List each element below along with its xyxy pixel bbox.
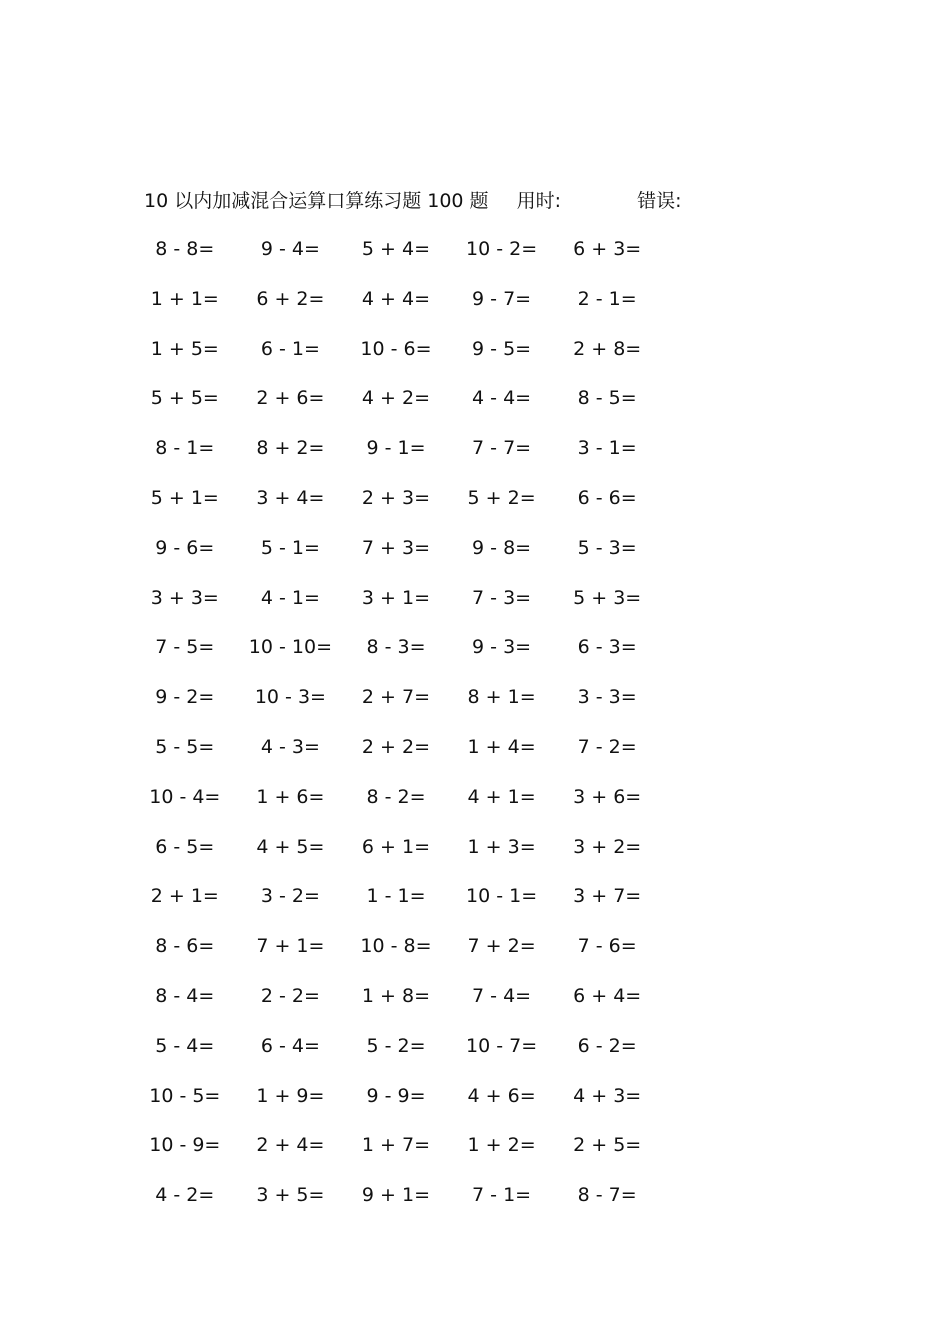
problem-item: 2 - 2= xyxy=(260,984,320,1007)
problem-item: 9 - 3= xyxy=(472,636,532,659)
problem-item: 10 - 1= xyxy=(466,885,538,908)
problem-item: 9 - 7= xyxy=(472,287,532,310)
problem-item: 1 - 1= xyxy=(366,885,426,908)
worksheet-title: 10 以内加减混合运算口算练习题 100 题 xyxy=(144,190,489,212)
problem-item: 5 + 2= xyxy=(467,486,536,509)
problem-item: 3 + 3= xyxy=(150,586,219,609)
problem-item: 6 + 4= xyxy=(573,984,642,1007)
problem-item: 3 - 2= xyxy=(260,885,320,908)
problem-item: 4 + 6= xyxy=(467,1084,536,1107)
problem-item: 5 + 4= xyxy=(361,238,431,260)
problem-item: 4 + 2= xyxy=(361,387,431,410)
error-count-label: 错误: xyxy=(637,190,682,212)
problem-row xyxy=(132,631,692,681)
problem-item: 4 + 4= xyxy=(361,287,431,310)
problem-item: 8 - 5= xyxy=(577,387,637,410)
problem-row xyxy=(132,532,692,582)
problem-item: 7 - 2= xyxy=(577,735,637,758)
problem-item: 5 - 1= xyxy=(260,536,320,559)
problem-item: 3 + 1= xyxy=(361,586,431,609)
problem-item: 8 - 7= xyxy=(577,1184,637,1207)
problem-item: 7 + 1= xyxy=(256,935,325,958)
problem-item: 9 - 9= xyxy=(366,1084,426,1107)
problem-row xyxy=(132,1179,692,1229)
problem-item: 1 + 2= xyxy=(467,1134,536,1157)
problem-row xyxy=(132,1080,692,1130)
problem-item: 5 - 5= xyxy=(155,735,215,758)
problem-item: 9 - 2= xyxy=(155,686,215,709)
problem-item: 3 - 1= xyxy=(577,437,637,460)
problem-item: 6 + 2= xyxy=(256,287,325,310)
problem-item: 5 + 5= xyxy=(150,387,219,410)
problem-item: 6 - 3= xyxy=(577,636,637,659)
problem-item: 7 - 5= xyxy=(155,636,215,659)
problem-item: 9 - 1= xyxy=(366,437,426,460)
problem-item: 7 - 4= xyxy=(472,984,532,1007)
problem-item: 10 - 3= xyxy=(254,686,326,709)
problem-row xyxy=(132,482,692,532)
problem-item: 3 - 3= xyxy=(577,686,637,709)
problem-item: 4 - 1= xyxy=(260,586,320,609)
problem-grid xyxy=(132,233,692,1229)
problem-item: 10 - 10= xyxy=(248,636,332,659)
problem-item: 6 + 3= xyxy=(573,238,642,260)
problem-item: 4 - 4= xyxy=(472,387,532,410)
problem-item: 5 + 3= xyxy=(573,586,642,609)
problem-item: 6 - 2= xyxy=(577,1034,637,1057)
problem-item: 10 - 4= xyxy=(149,785,221,808)
time-used-label: 用时: xyxy=(516,190,562,212)
problem-row xyxy=(132,831,692,881)
problem-item: 6 - 6= xyxy=(577,486,637,509)
problem-row xyxy=(132,980,692,1030)
problem-item: 1 + 9= xyxy=(256,1084,325,1107)
problem-item: 3 + 7= xyxy=(573,885,642,908)
problem-item: 7 + 2= xyxy=(467,935,536,958)
problem-item: 7 - 1= xyxy=(472,1184,532,1207)
problem-item: 4 - 2= xyxy=(155,1184,215,1207)
problem-row xyxy=(132,382,692,432)
problem-item: 4 - 3= xyxy=(260,735,320,758)
problem-item: 2 + 1= xyxy=(150,885,219,908)
problem-item: 1 + 7= xyxy=(361,1134,431,1157)
problem-item: 2 + 5= xyxy=(573,1134,642,1157)
problem-item: 4 + 5= xyxy=(256,835,325,858)
problem-item: 10 - 2= xyxy=(466,238,538,260)
problem-item: 2 + 6= xyxy=(256,387,325,410)
problem-item: 5 - 2= xyxy=(366,1034,426,1057)
problem-item: 10 - 5= xyxy=(149,1084,221,1107)
problem-item: 3 + 6= xyxy=(573,785,642,808)
problem-item: 2 - 1= xyxy=(577,287,637,310)
problem-row xyxy=(132,233,692,283)
problem-item: 9 - 6= xyxy=(155,536,215,559)
problem-row xyxy=(132,880,692,930)
problem-item: 2 + 4= xyxy=(256,1134,325,1157)
problem-item: 10 - 8= xyxy=(360,935,432,958)
problem-row xyxy=(132,1030,692,1080)
problem-item: 9 - 8= xyxy=(472,536,532,559)
problem-item: 7 + 3= xyxy=(361,536,431,559)
problem-item: 8 - 8= xyxy=(155,238,215,260)
problem-row xyxy=(132,582,692,632)
worksheet-header xyxy=(144,186,681,216)
problem-item: 5 + 1= xyxy=(150,486,219,509)
problem-row xyxy=(132,1129,692,1179)
problem-item: 6 - 4= xyxy=(260,1034,320,1057)
problem-row xyxy=(132,333,692,383)
problem-item: 8 - 6= xyxy=(155,935,215,958)
problem-item: 9 + 1= xyxy=(361,1184,431,1207)
problem-row xyxy=(132,731,692,781)
problem-item: 9 - 4= xyxy=(260,238,320,260)
problem-item: 8 - 1= xyxy=(155,437,215,460)
problem-item: 1 + 5= xyxy=(150,337,219,360)
problem-item: 8 + 1= xyxy=(467,686,536,709)
problem-item: 6 - 1= xyxy=(260,337,320,360)
problem-item: 9 - 5= xyxy=(472,337,532,360)
problem-item: 7 - 7= xyxy=(472,437,532,460)
problem-item: 3 + 5= xyxy=(256,1184,325,1207)
problem-item: 8 - 4= xyxy=(155,984,215,1007)
problem-item: 5 - 3= xyxy=(577,536,637,559)
problem-item: 7 - 3= xyxy=(472,586,532,609)
problem-row xyxy=(132,781,692,831)
problem-item: 2 + 3= xyxy=(361,486,431,509)
problem-item: 1 + 6= xyxy=(256,785,325,808)
problem-item: 3 + 4= xyxy=(256,486,325,509)
problem-item: 2 + 7= xyxy=(361,686,431,709)
problem-item: 1 + 8= xyxy=(361,984,431,1007)
problem-item: 10 - 7= xyxy=(466,1034,538,1057)
problem-item: 8 + 2= xyxy=(256,437,325,460)
problem-item: 10 - 9= xyxy=(149,1134,221,1157)
problem-item: 8 - 3= xyxy=(366,636,426,659)
problem-row xyxy=(132,930,692,980)
problem-row xyxy=(132,432,692,482)
problem-item: 10 - 6= xyxy=(360,337,432,360)
problem-item: 1 + 3= xyxy=(467,835,536,858)
problem-item: 4 + 1= xyxy=(467,785,536,808)
problem-item: 4 + 3= xyxy=(573,1084,642,1107)
problem-item: 2 + 2= xyxy=(361,735,431,758)
problem-row xyxy=(132,283,692,333)
problem-row xyxy=(132,681,692,731)
problem-item: 6 - 5= xyxy=(155,835,215,858)
problem-item: 1 + 1= xyxy=(150,287,219,310)
problem-item: 7 - 6= xyxy=(577,935,637,958)
problem-item: 5 - 4= xyxy=(155,1034,215,1057)
problem-item: 3 + 2= xyxy=(573,835,642,858)
problem-item: 1 + 4= xyxy=(467,735,536,758)
problem-item: 6 + 1= xyxy=(361,835,431,858)
problem-item: 8 - 2= xyxy=(366,785,426,808)
problem-item: 2 + 8= xyxy=(573,337,642,360)
